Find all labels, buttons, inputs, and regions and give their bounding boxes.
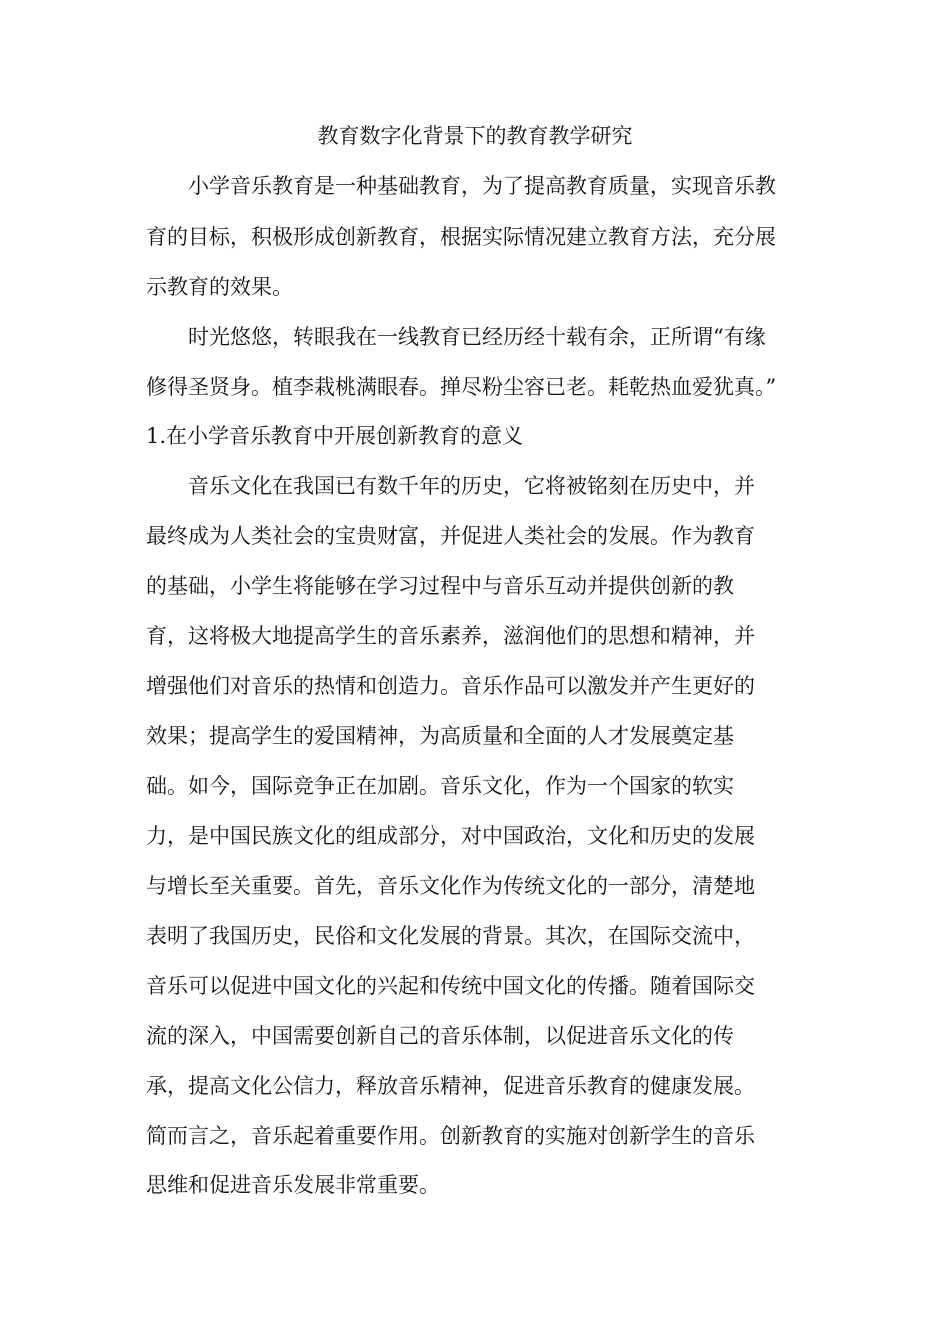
paragraph-line: 修得圣贤身。植李栽桃满眼春。掸尽粉尘容已老。耗乾热血爱犹真。” <box>146 375 777 399</box>
paragraph-line: 最终成为人类社会的宝贵财富，并促进人类社会的发展。作为教育 <box>146 524 755 548</box>
paragraph-line: 力，是中国民族文化的组成部分，对中国政治，文化和历史的发展 <box>146 824 755 848</box>
paragraph-line: 育的目标，积极形成创新教育，根据实际情况建立教育方法，充分展 <box>146 225 776 249</box>
paragraph-line: 思维和促进音乐发展非常重要。 <box>146 1173 440 1197</box>
paragraph-line: 增强他们对音乐的热情和创造力。音乐作品可以激发并产生更好的 <box>146 674 755 698</box>
paragraph-line: 与增长至关重要。首先，音乐文化作为传统文化的一部分，清楚地 <box>146 874 755 898</box>
paragraph-line: 承，提高文化公信力，释放音乐精神，促进音乐教育的健康发展。 <box>146 1074 755 1098</box>
paragraph-line: 育，这将极大地提高学生的音乐素养，滋润他们的思想和精神，并 <box>146 624 755 648</box>
paragraph-line: 流的深入，中国需要创新自己的音乐体制，以促进音乐文化的传 <box>146 1024 734 1048</box>
paragraph-line: 础。如今，国际竞争正在加剧。音乐文化，作为一个国家的软实 <box>146 774 734 798</box>
paragraph-line: 简而言之，音乐起着重要作用。创新教育的实施对创新学生的音乐 <box>146 1124 755 1148</box>
paragraph-line: 示教育的效果。 <box>146 275 293 299</box>
paragraph-line: 效果；提高学生的爱国精神，为高质量和全面的人才发展奠定基 <box>146 724 734 748</box>
section-heading: 1.在小学音乐教育中开展创新教育的意义 <box>146 424 524 448</box>
document-title: 教育数字化背景下的教育教学研究 <box>317 124 633 148</box>
paragraph-line: 小学音乐教育是一种基础教育，为了提高教育质量，实现音乐教 <box>188 174 776 198</box>
paragraph-line: 的基础，小学生将能够在学习过程中与音乐互动并提供创新的教 <box>146 574 734 598</box>
paragraph-line: 时光悠悠，转眼我在一线教育已经历经十载有余，正所谓“有缘 <box>188 325 766 349</box>
paragraph-line: 表明了我国历史，民俗和文化发展的背景。其次，在国际交流中， <box>146 924 755 948</box>
paragraph-line: 音乐文化在我国已有数千年的历史，它将被铭刻在历史中，并 <box>188 474 755 498</box>
paragraph-line: 音乐可以促进中国文化的兴起和传统中国文化的传播。随着国际交 <box>146 974 755 998</box>
